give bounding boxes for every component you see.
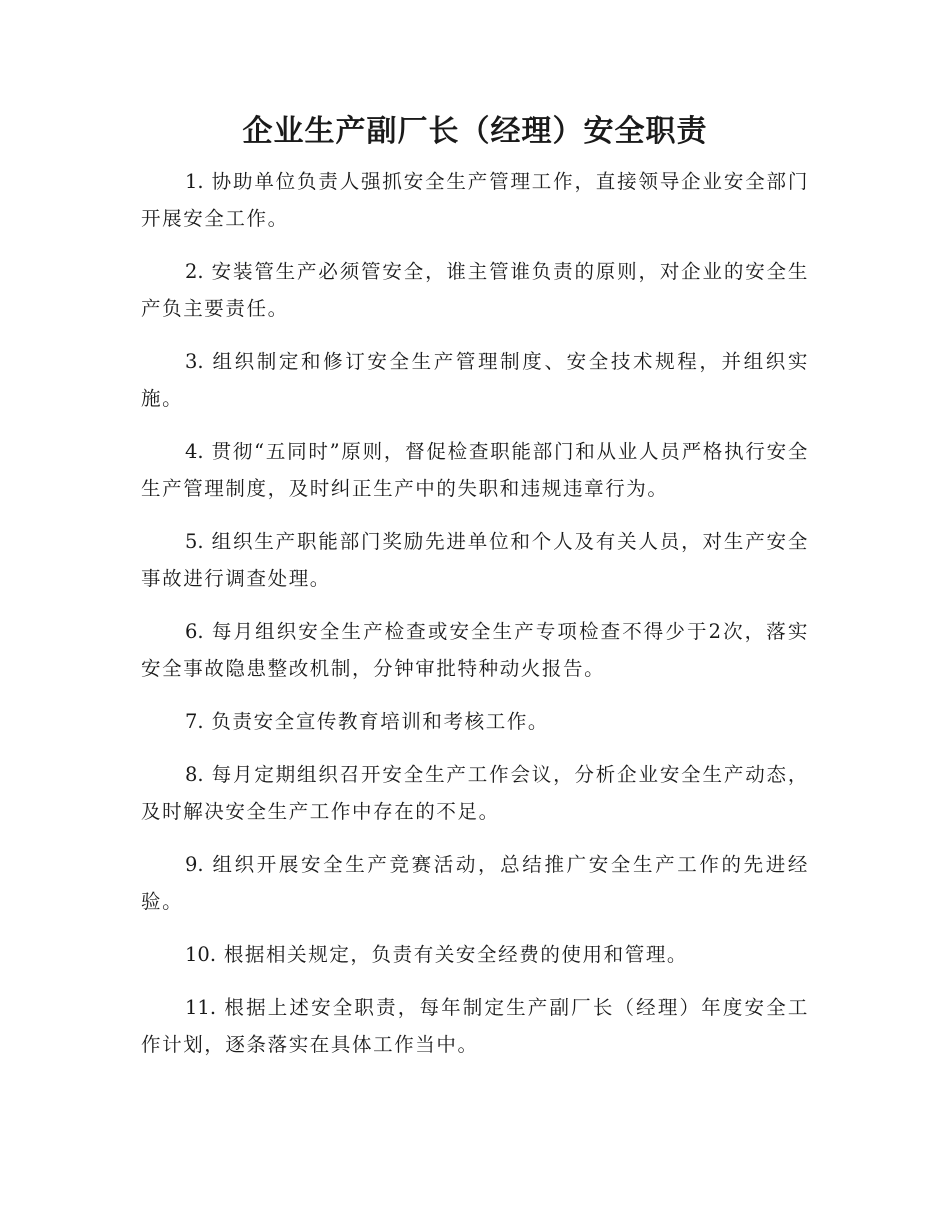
item-number: 7. xyxy=(185,710,204,733)
item-number: 1. xyxy=(185,170,204,193)
item-text: 负责安全宣传教育培训和考核工作。 xyxy=(211,710,550,733)
list-item xyxy=(141,756,809,830)
item-text: 协助单位负责人强抓安全生产管理工作，直接领导企业安全部门开展安全工作。 xyxy=(141,170,809,230)
item-number: 5. xyxy=(185,530,204,553)
list-item xyxy=(141,433,809,507)
item-text: 每月定期组织召开安全生产工作会议，分析企业安全生产动态，及时解决安全生产工作中存在的不足。 xyxy=(141,763,809,823)
item-text: 根据上述安全职责，每年制定生产副厂长（经理）年度安全工作计划，逐条落实在具体工作当中。 xyxy=(141,996,809,1056)
list-item xyxy=(141,163,809,237)
item-number: 9. xyxy=(185,853,204,876)
item-text: 贯彻“五同时”原则，督促检查职能部门和从业人员严格执行安全生产管理制度，及时纠正生产中的失职和违规违章行为。 xyxy=(141,440,809,500)
item-number: 8. xyxy=(185,763,204,786)
list-item xyxy=(141,343,809,417)
list-item xyxy=(141,703,809,740)
item-number: 11. xyxy=(185,996,217,1019)
item-number: 2. xyxy=(185,260,204,283)
item-text: 组织生产职能部门奖励先进单位和个人及有关人员，对生产安全事故进行调查处理。 xyxy=(141,530,809,590)
page-title: 企业生产副厂长（经理）安全职责 xyxy=(242,114,708,149)
item-number: 3. xyxy=(185,350,204,373)
item-text: 安装管生产必须管安全，谁主管谁负责的原则，对企业的安全生产负主要责任。 xyxy=(141,260,809,320)
list-item xyxy=(141,846,809,920)
list-item xyxy=(141,253,809,327)
list-item xyxy=(141,613,809,687)
item-text: 根据相关规定，负责有关安全经费的使用和管理。 xyxy=(223,943,689,966)
document-body xyxy=(141,163,809,1079)
item-text: 组织开展安全生产竞赛活动，总结推广安全生产工作的先进经验。 xyxy=(141,853,809,913)
item-number: 4. xyxy=(185,440,204,463)
list-item xyxy=(141,936,809,973)
item-number: 10. xyxy=(185,943,217,966)
item-text: 每月组织安全生产检查或安全生产专项检查不得少于2次，落实安全事故隐患整改机制，分钟审批特种动火报告。 xyxy=(141,620,809,680)
item-text: 组织制定和修订安全生产管理制度、安全技术规程，并组织实施。 xyxy=(141,350,809,410)
list-item xyxy=(141,523,809,597)
list-item xyxy=(141,989,809,1063)
item-number: 6. xyxy=(185,620,204,643)
